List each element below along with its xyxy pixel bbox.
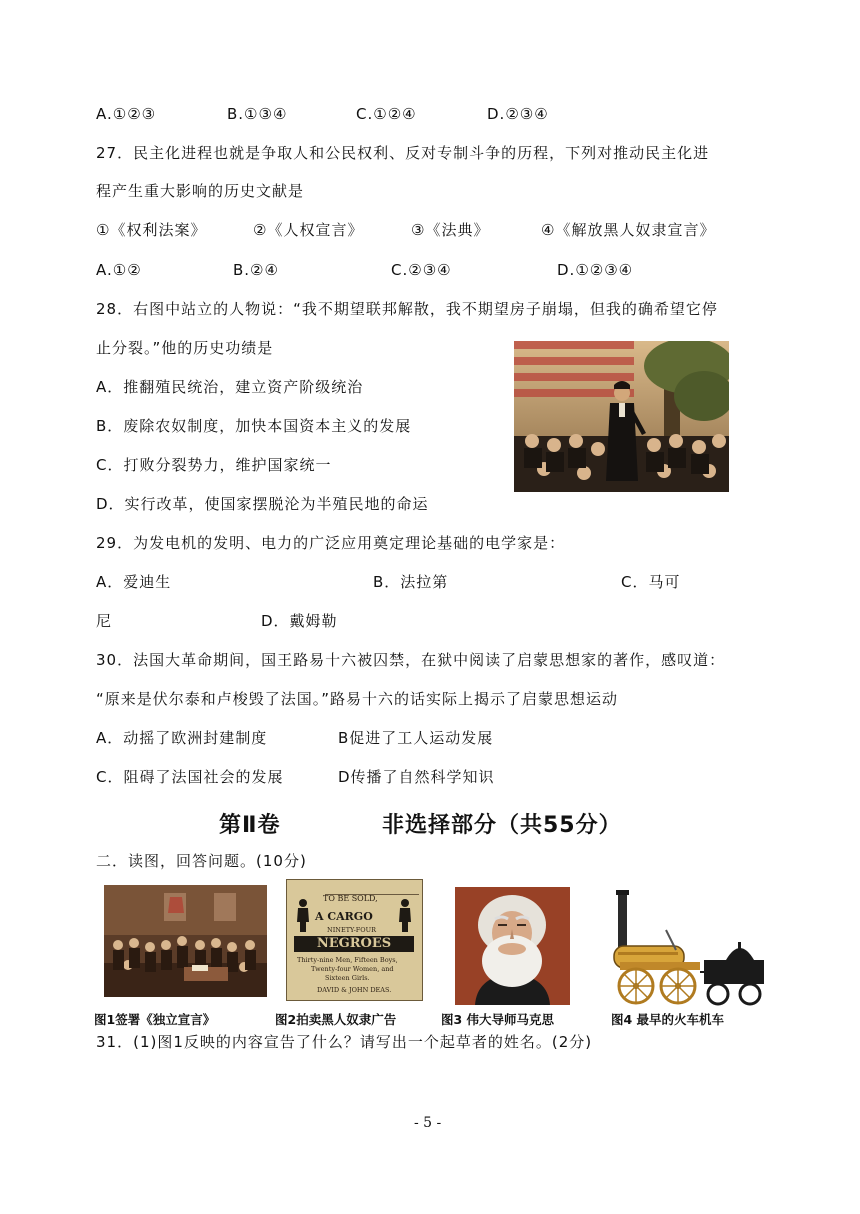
figure-2-auction-poster bbox=[286, 879, 423, 1001]
poster-figure-right-icon bbox=[397, 898, 413, 932]
q28-stem-line1: 28．右图中站立的人物说：“我不期望联邦解散，我不期望房子崩塌，但我的确希望它停 bbox=[96, 300, 718, 318]
figure-3-marx-portrait bbox=[455, 887, 570, 1005]
q30-option-c: C．阻碍了法国社会的发展 bbox=[96, 768, 284, 786]
q27-stem-line2: 程产生重大影响的历史文献是 bbox=[96, 182, 305, 200]
q30-option-d: D传播了自然科学知识 bbox=[338, 768, 495, 786]
q26-option-d: D.②③④ bbox=[487, 105, 549, 123]
poster-line-2: A CARGO bbox=[315, 910, 373, 923]
q28-option-c: C．打败分裂势力，维护国家统一 bbox=[96, 456, 332, 474]
page-number: - 5 - bbox=[414, 1115, 442, 1131]
q28-option-a: A．推翻殖民统治，建立资产阶级统治 bbox=[96, 378, 364, 396]
q29-option-a: A．爱迪生 bbox=[96, 573, 172, 591]
q27-doc-3: ③《法典》 bbox=[411, 221, 490, 239]
q26-option-a: A.①②③ bbox=[96, 105, 157, 123]
poster-line-5: Thirty-nine Men, Fifteen Boys, bbox=[297, 956, 398, 964]
q28-option-d: D．实行改革，使国家摆脱沦为半殖民地的命运 bbox=[96, 495, 429, 513]
poster-figure-left-icon bbox=[295, 898, 311, 932]
q27-doc-1: ①《权利法案》 bbox=[96, 221, 207, 239]
q29-stem: 29．为发电机的发明、电力的广泛应用奠定理论基础的电学家是： bbox=[96, 534, 566, 552]
figure-2-caption: 图2拍卖黑人奴隶广告 bbox=[275, 1012, 397, 1027]
section-part-label: 第Ⅱ卷 bbox=[219, 813, 281, 838]
q29-option-d: D．戴姆勒 bbox=[261, 612, 338, 630]
figure-4-locomotive bbox=[606, 890, 768, 1007]
poster-line-1: TO BE SOLD, bbox=[323, 894, 378, 903]
q27-option-c: C.②③④ bbox=[391, 261, 452, 279]
poster-line-4: NEGROES bbox=[294, 936, 414, 952]
q27-option-d: D.①②③④ bbox=[557, 261, 634, 279]
q30-option-b: B促进了工人运动发展 bbox=[338, 729, 494, 747]
q29-option-c-continued: 尼 bbox=[96, 612, 113, 630]
figure-1-declaration-painting bbox=[104, 885, 267, 997]
q30-stem-line1: 30．法国大革命期间，国王路易十六被囚禁，在狱中阅读了启蒙思想家的著作，感叹道： bbox=[96, 651, 726, 669]
q27-doc-4: ④《解放黑人奴隶宣言》 bbox=[541, 221, 716, 239]
poster-line-7: Sixteen Girls. bbox=[325, 974, 370, 982]
q27-option-a: A.①② bbox=[96, 261, 142, 279]
figure-1-caption: 图1签署《独立宣言》 bbox=[94, 1012, 216, 1027]
section-title: 非选择部分（共55分） bbox=[382, 813, 622, 838]
poster-line-6: Twenty-four Women, and bbox=[311, 965, 394, 973]
lincoln-speech-painting bbox=[514, 341, 729, 492]
q30-stem-line2: “原来是伏尔泰和卢梭毁了法国。”路易十六的话实际上揭示了启蒙思想运动 bbox=[96, 690, 619, 708]
q26-option-c: C.①②④ bbox=[356, 105, 417, 123]
figure-3-caption: 图3 伟大导师马克思 bbox=[441, 1012, 555, 1027]
q27-option-b: B.②④ bbox=[233, 261, 279, 279]
q29-option-b: B．法拉第 bbox=[373, 573, 449, 591]
q30-option-a: A．动摇了欧洲封建制度 bbox=[96, 729, 268, 747]
q27-stem-line1: 27．民主化进程也就是争取人和公民权利、反对专制斗争的历程，下列对推动民主化进 bbox=[96, 144, 710, 162]
poster-line-8: DAVID & JOHN DEAS. bbox=[317, 986, 392, 994]
q28-option-b: B．废除农奴制度，加快本国资本主义的发展 bbox=[96, 417, 412, 435]
poster-line-3: NINETY-FOUR bbox=[327, 926, 377, 934]
q31-stem: 31．(1)图1反映的内容宣告了什么？请写出一个起草者的姓名。(2分) bbox=[96, 1033, 593, 1051]
part2-heading: 二．读图，回答问题。(10分) bbox=[96, 852, 307, 870]
q27-doc-2: ②《人权宣言》 bbox=[253, 221, 364, 239]
q29-option-c: C．马可 bbox=[621, 573, 681, 591]
q26-option-b: B.①③④ bbox=[227, 105, 288, 123]
q28-stem-line2: 止分裂。”他的历史功绩是 bbox=[96, 339, 274, 357]
figure-4-caption: 图4 最早的火车机车 bbox=[611, 1012, 725, 1027]
